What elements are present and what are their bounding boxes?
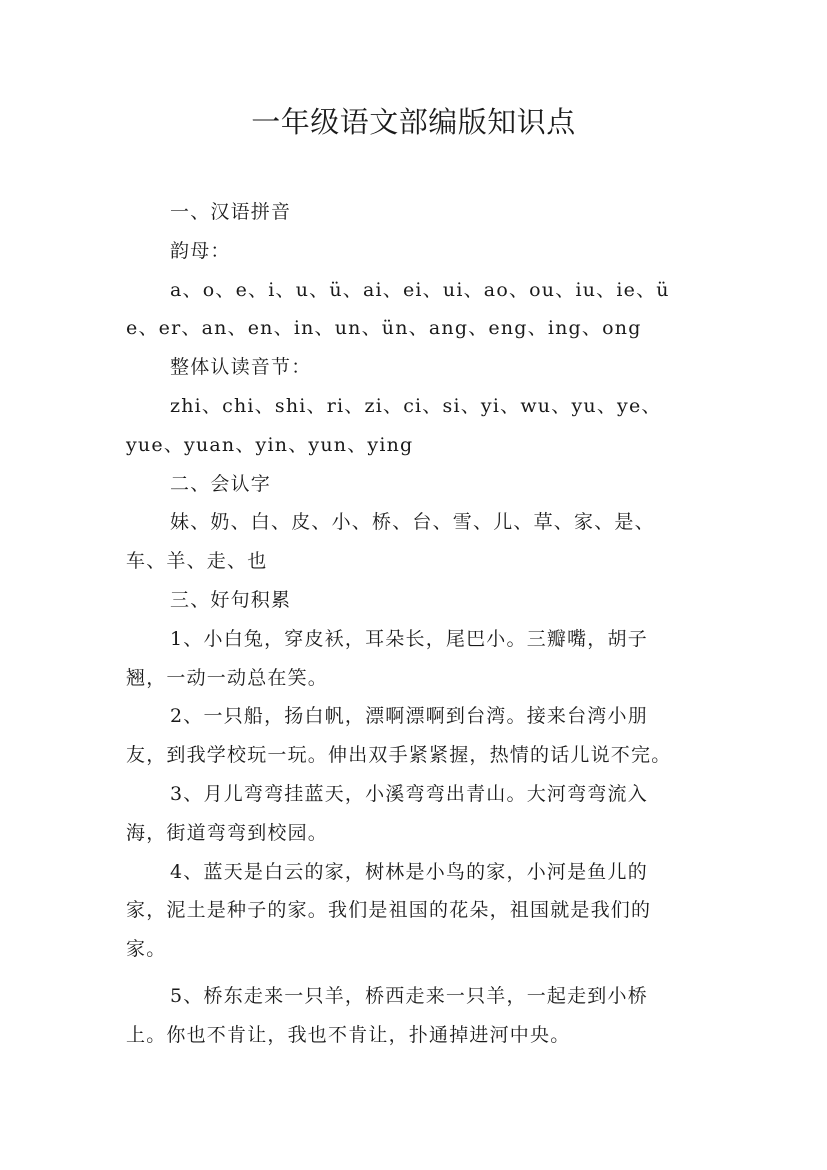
heading-pinyin: 一、汉语拼音 bbox=[170, 201, 292, 223]
heading-characters: 二、会认字 bbox=[170, 472, 272, 495]
sentence-5-line-1: 5、桥东走来一只羊，桥西走来一只羊，一起走到小桥 bbox=[170, 984, 648, 1007]
heading-sentences: 三、好句积累 bbox=[170, 588, 292, 611]
characters-line-1: 妹、奶、白、皮、小、桥、台、雪、儿、草、家、是、 bbox=[170, 511, 655, 534]
finals-line-2: e、er、an、en、in、un、ün、ang、eng、ing、ong bbox=[126, 317, 642, 340]
characters-line-2: 车、羊、走、也 bbox=[126, 550, 268, 573]
document-title: 一年级语文部编版知识点 bbox=[251, 105, 576, 139]
sentence-3-line-2: 海，街道弯弯到校园。 bbox=[126, 821, 329, 844]
sentence-1-line-1: 1、小白兔，穿皮袄，耳朵长，尾巴小。三瓣嘴，胡子 bbox=[170, 627, 648, 650]
sentence-4-line-2: 家，泥土是种子的家。我们是祖国的花朵，祖国就是我们的 bbox=[126, 899, 652, 922]
subheading-syllables: 整体认读音节： bbox=[170, 356, 312, 379]
syllables-line-1: zhi、chi、shi、ri、zi、ci、si、yi、wu、yu、ye、 bbox=[170, 394, 662, 417]
syllables-line-2: yue、yuan、yin、yun、ying bbox=[126, 433, 414, 456]
sentence-2-line-2: 友，到我学校玩一玩。伸出双手紧紧握，热情的话儿说不完。 bbox=[126, 744, 672, 767]
sentence-5-line-2: 上。你也不肯让，我也不肯让，扑通掉进河中央。 bbox=[126, 1023, 571, 1046]
sentence-3-line-1: 3、月儿弯弯挂蓝天，小溪弯弯出青山。大河弯弯流入 bbox=[170, 782, 648, 805]
finals-line-1: a、o、e、i、u、ü、ai、ei、ui、ao、ou、iu、ie、ü bbox=[170, 278, 670, 301]
sentence-4-line-1: 4、蓝天是白云的家，树林是小鸟的家，小河是鱼儿的 bbox=[170, 860, 648, 883]
sentence-1-line-2: 翘，一动一动总在笑。 bbox=[126, 666, 329, 689]
subheading-finals: 韵母： bbox=[170, 239, 231, 262]
sentence-2-line-1: 2、一只船，扬白帆，漂啊漂啊到台湾。接来台湾小朋 bbox=[170, 705, 648, 728]
sentence-4-line-3: 家。 bbox=[126, 938, 167, 961]
document-body bbox=[126, 193, 718, 1055]
